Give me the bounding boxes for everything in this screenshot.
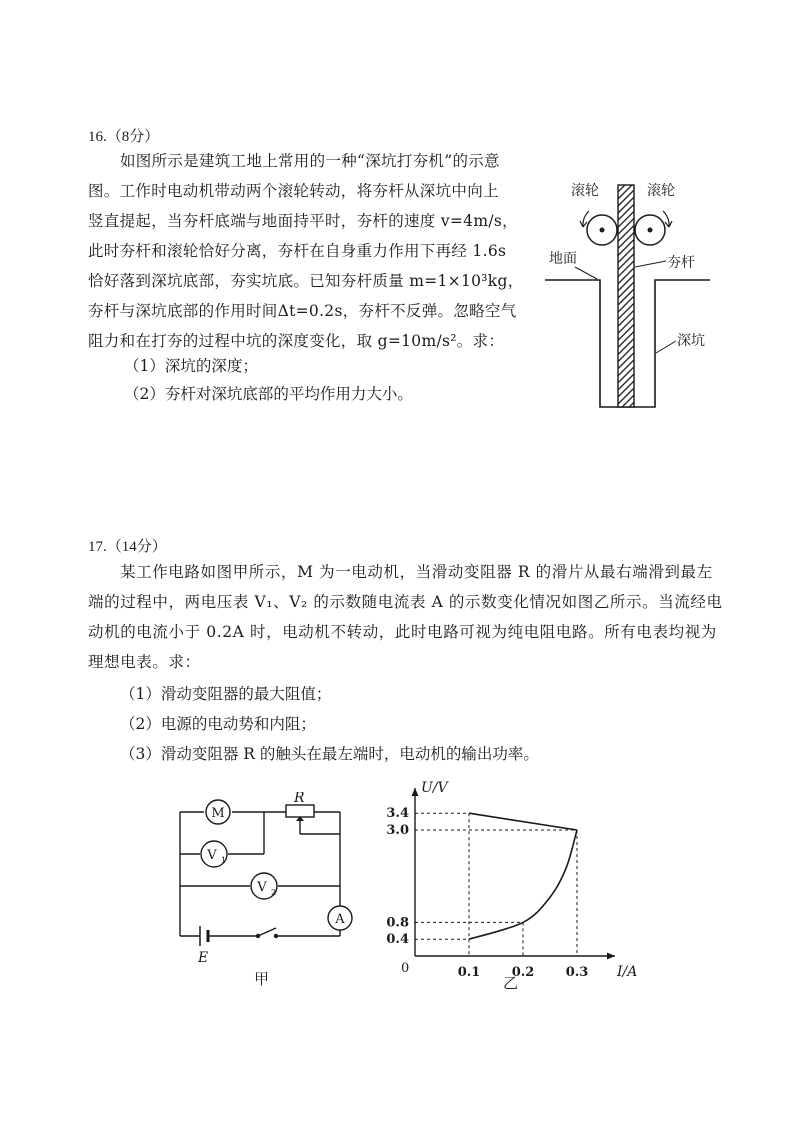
resistor-icon (286, 805, 314, 817)
q16-line: 夯杆与深坑底部的作用时间Δt=0.2s，夯杆不反弹。忽略空气 (88, 302, 517, 320)
v1-label: V (207, 848, 217, 863)
series-upper-line (469, 813, 577, 830)
ammeter-label: A (335, 912, 345, 927)
q17-question-3: （3）滑动变阻器 R 的触头在最左端时，电动机的输出功率。 (120, 745, 539, 763)
q16-body (88, 146, 528, 356)
q16-line: 如图所示是建筑工地上常用的一种“深坑打夯机”的示意 (120, 152, 500, 170)
q17-question-1: （1）滑动变阻器的最大阻值； (120, 685, 332, 703)
label-rod: 夯杆 (667, 255, 695, 271)
pile-driver-figure (535, 175, 735, 415)
q17-line: 动机的电流小于 0.2A 时，电动机不转动，此时电路可视为纯电阻电路。所有电表均视为 (88, 623, 717, 641)
q17-line: 某工作电路如图甲所示，M 为一电动机，当滑动变阻器 R 的滑片从最右端滑到最左 (120, 563, 713, 581)
label-roller-right: 滚轮 (647, 183, 675, 199)
q17-line: 端的过程中，两电压表 V₁、V₂ 的示数随电流表 A 的示数变化情况如图乙所示。当流经电 (88, 593, 723, 611)
motor-label: M (211, 806, 225, 821)
q16-question-1: （1）深坑的深度； (124, 357, 258, 375)
ui-graph (375, 776, 645, 994)
y-tick-label: 0.4 (386, 932, 409, 948)
q16-line: 图。工作时电动机带动两个滚轮转动，将夯杆从深坑中向上 (88, 182, 499, 200)
resistor-label: R (294, 792, 305, 806)
q17-line: 理想电表。求： (88, 653, 201, 671)
v2-subscript: 2 (271, 888, 277, 897)
q16-line: 阻力和在打夯的过程中坑的深度变化，取 g=10m/s²。求： (88, 332, 505, 350)
rod-shape (618, 185, 634, 407)
q17-header: 17.（14分） (88, 539, 167, 555)
y-tick-label: 0.8 (386, 915, 409, 931)
x-tick-label: 0.1 (457, 965, 481, 980)
v2-label: V (257, 880, 267, 895)
x-axis-arrow (607, 953, 615, 960)
origin-label: 0 (401, 961, 410, 976)
label-pit: 深坑 (677, 333, 705, 349)
circuit-caption: 甲 (254, 970, 270, 988)
y-axis-label: U/V (421, 780, 448, 796)
x-tick-label: 0.2 (511, 965, 535, 980)
q16-header: 16.（8分） (88, 129, 160, 145)
q16-question-2: （2）夯杆对深坑底部的平均作用力大小。 (124, 385, 413, 403)
y-axis-arrow (412, 788, 419, 796)
q17-body (88, 557, 728, 677)
y-tick-label: 3.4 (386, 806, 409, 822)
graph-caption: 乙 (503, 974, 519, 992)
x-axis-label: I/A (617, 964, 638, 980)
label-roller-left: 滚轮 (571, 183, 599, 199)
q16-line: 此时夯杆和滚轮恰好分离，夯杆在自身重力作用下再经 1.6s (88, 242, 507, 260)
q16-line: 恰好落到深坑底部，夯实坑底。已知夯杆质量 m=1×10³kg， (88, 272, 524, 290)
label-ground: 地面 (549, 251, 577, 267)
series-lower-line (469, 830, 577, 939)
q17-question-2: （2）电源的电动势和内阻； (120, 715, 316, 733)
x-tick-label: 0.3 (565, 965, 589, 980)
emf-label: E (198, 950, 209, 966)
y-tick-label: 3.0 (386, 823, 409, 838)
v1-subscript: 1 (221, 856, 227, 865)
q16-line: 竖直提起，当夯杆底端与地面持平时，夯杆的速度 v=4m/s， (88, 212, 518, 230)
circuit-diagram (168, 792, 368, 992)
